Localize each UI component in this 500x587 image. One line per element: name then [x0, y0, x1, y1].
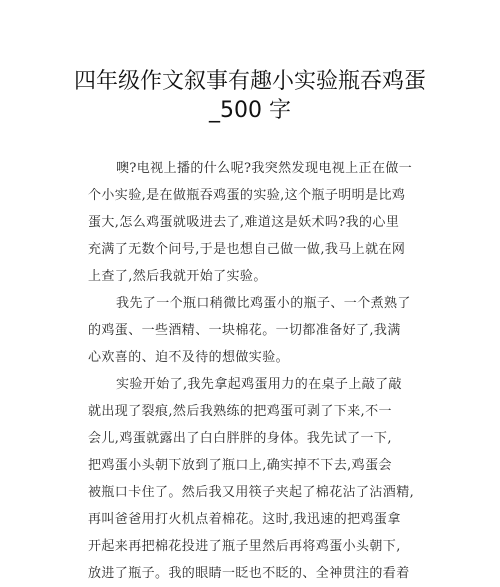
text-line: 把鸡蛋小头朝下放到了瓶口上,确实掉不下去,鸡蛋会	[88, 458, 392, 473]
text-line: 开起来再把棉花投进了瓶子里然后再将鸡蛋小头朝下,	[88, 539, 401, 554]
text-line: 我先了一个瓶口稍微比鸡蛋小的瓶子、一个煮熟了	[116, 296, 411, 311]
paragraph-1	[88, 155, 414, 290]
document-title-line-2: _500 字	[209, 98, 291, 123]
paragraph-2	[88, 290, 414, 371]
text-line: 被瓶口卡住了。然后我又用筷子夹起了棉花沾了沾酒精,	[88, 485, 415, 500]
text-line: 上查了,然后我就开始了实验。	[88, 269, 267, 284]
paragraph-3	[88, 371, 414, 587]
text-line: 蛋大,怎么鸡蛋就吸进去了,难道这是妖术吗?我的心里	[88, 215, 400, 230]
text-line: 再叫爸爸用打火机点着棉花。这时,我迅速的把鸡蛋拿	[88, 512, 401, 527]
text-line: 噢?电视上播的什么呢?我突然发现电视上正在做一	[116, 161, 413, 176]
text-line: 实验开始了,我先拿起鸡蛋用力的在桌子上敲了敲	[116, 377, 402, 392]
document-title-line-1: 四年级作文叙事有趣小实验瓶吞鸡蛋	[73, 69, 426, 94]
text-line: 心欢喜的、迫不及待的想做实验。	[88, 350, 290, 365]
text-line: 的鸡蛋、一些酒精、一块棉花。一切都准备好了,我满	[88, 323, 401, 338]
text-line: 就出现了裂痕,然后我熟练的把鸡蛋可剥了下来,不一	[88, 404, 392, 419]
text-line: 个小实验,是在做瓶吞鸡蛋的实验,这个瓶子明明是比鸡	[88, 188, 406, 203]
text-line: 充满了无数个问号,于是也想自己做一做,我马上就在网	[88, 242, 406, 257]
text-line: 会儿,鸡蛋就露出了白白胖胖的身体。我先试了一下,	[88, 431, 392, 446]
text-line: 放进了瓶子。我的眼睛一眨也不眨的、全神贯注的看着	[88, 566, 410, 581]
article-body	[88, 155, 414, 587]
